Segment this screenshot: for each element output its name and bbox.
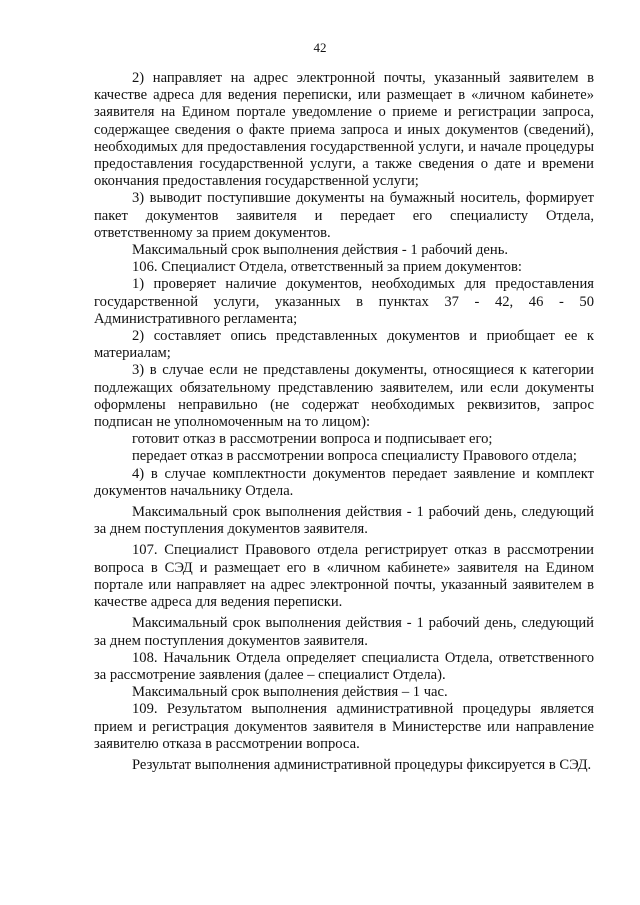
paragraph-transfer-refusal: передает отказ в рассмотрении вопроса специалисту Правового отдела; (132, 448, 577, 465)
paragraph-prepare-refusal: готовит отказ в рассмотрении вопроса и подписывает его; (132, 431, 493, 448)
paragraph-result-recorded: Результат выполнения административной процедуры фиксируется в СЭД. (132, 756, 592, 773)
paragraph-item-107: 107. Специалист Правового отдела регистрирует отказ в рассмотрении вопроса в СЭД и размещает его в «личном кабинете» заявителя на Едином портале или направляет на адрес электронной почты, указанный заявителем в качестве адреса для ведения переписки. (94, 542, 594, 611)
paragraph-deadline-3: Максимальный срок выполнения действия - 1 рабочий день, следующий за днем поступления документов заявителя. (94, 615, 594, 649)
paragraph-missing-documents: 3) в случае если не представлены документы, относящиеся к категории подлежащих обязательному представлению заявителем, или если документы оформлены неправильно (не содержат необходимых реквизитов, запрос подписан не уполномоченным на то лицом): (94, 362, 594, 431)
document-body (94, 70, 594, 774)
paragraph-complete-set: 4) в случае комплектности документов передает заявление и комплект документов начальнику Отдела. (94, 465, 594, 499)
paragraph-check-documents: 1) проверяет наличие документов, необходимых для предоставления государственной услуги, указанных в пунктах 37 - 42, 46 - 50 Административного регламента; (94, 276, 594, 327)
paragraph-item-108: 108. Начальник Отдела определяет специалиста Отдела, ответственного за рассмотрение заявления (далее – специалист Отдела). (94, 649, 594, 683)
paragraph-deadline-2: Максимальный срок выполнения действия - 1 рабочий день, следующий за днем поступления документов заявителя. (94, 504, 594, 538)
paragraph-deadline-4: Максимальный срок выполнения действия – 1 час. (132, 684, 448, 701)
paragraph-deadline-1: Максимальный срок выполнения действия - 1 рабочий день. (132, 242, 509, 259)
paragraph-item-106: 106. Специалист Отдела, ответственный за прием документов: (132, 259, 522, 276)
paragraph-notify-applicant: 2) направляет на адрес электронной почты, указанный заявителем в качестве адреса для ведения переписки, или размещает в «личном кабинете» заявителя на Едином портале уведомление о приеме и регистрации запроса, содержащее сведения о факте приема запроса и иных документов (сведений), необходимых для предоставления государственной услуги, и начале процедуры предоставления государственной услуги, а также сведения о дате и времени окончания предоставления государственной услуги; (94, 70, 594, 190)
paragraph-item-109: 109. Результатом выполнения административной процедуры является прием и регистрация документов заявителя в Министерстве или направление заявителю отказа в рассмотрении вопроса. (94, 701, 594, 752)
page-number: 42 (313, 40, 327, 55)
paragraph-inventory: 2) составляет опись представленных документов и приобщает ее к материалам; (94, 328, 594, 362)
paragraph-print-documents: 3) выводит поступившие документы на бумажный носитель, формирует пакет документов заявителя и передает его специалисту Отдела, ответственному за прием документов. (94, 190, 594, 241)
